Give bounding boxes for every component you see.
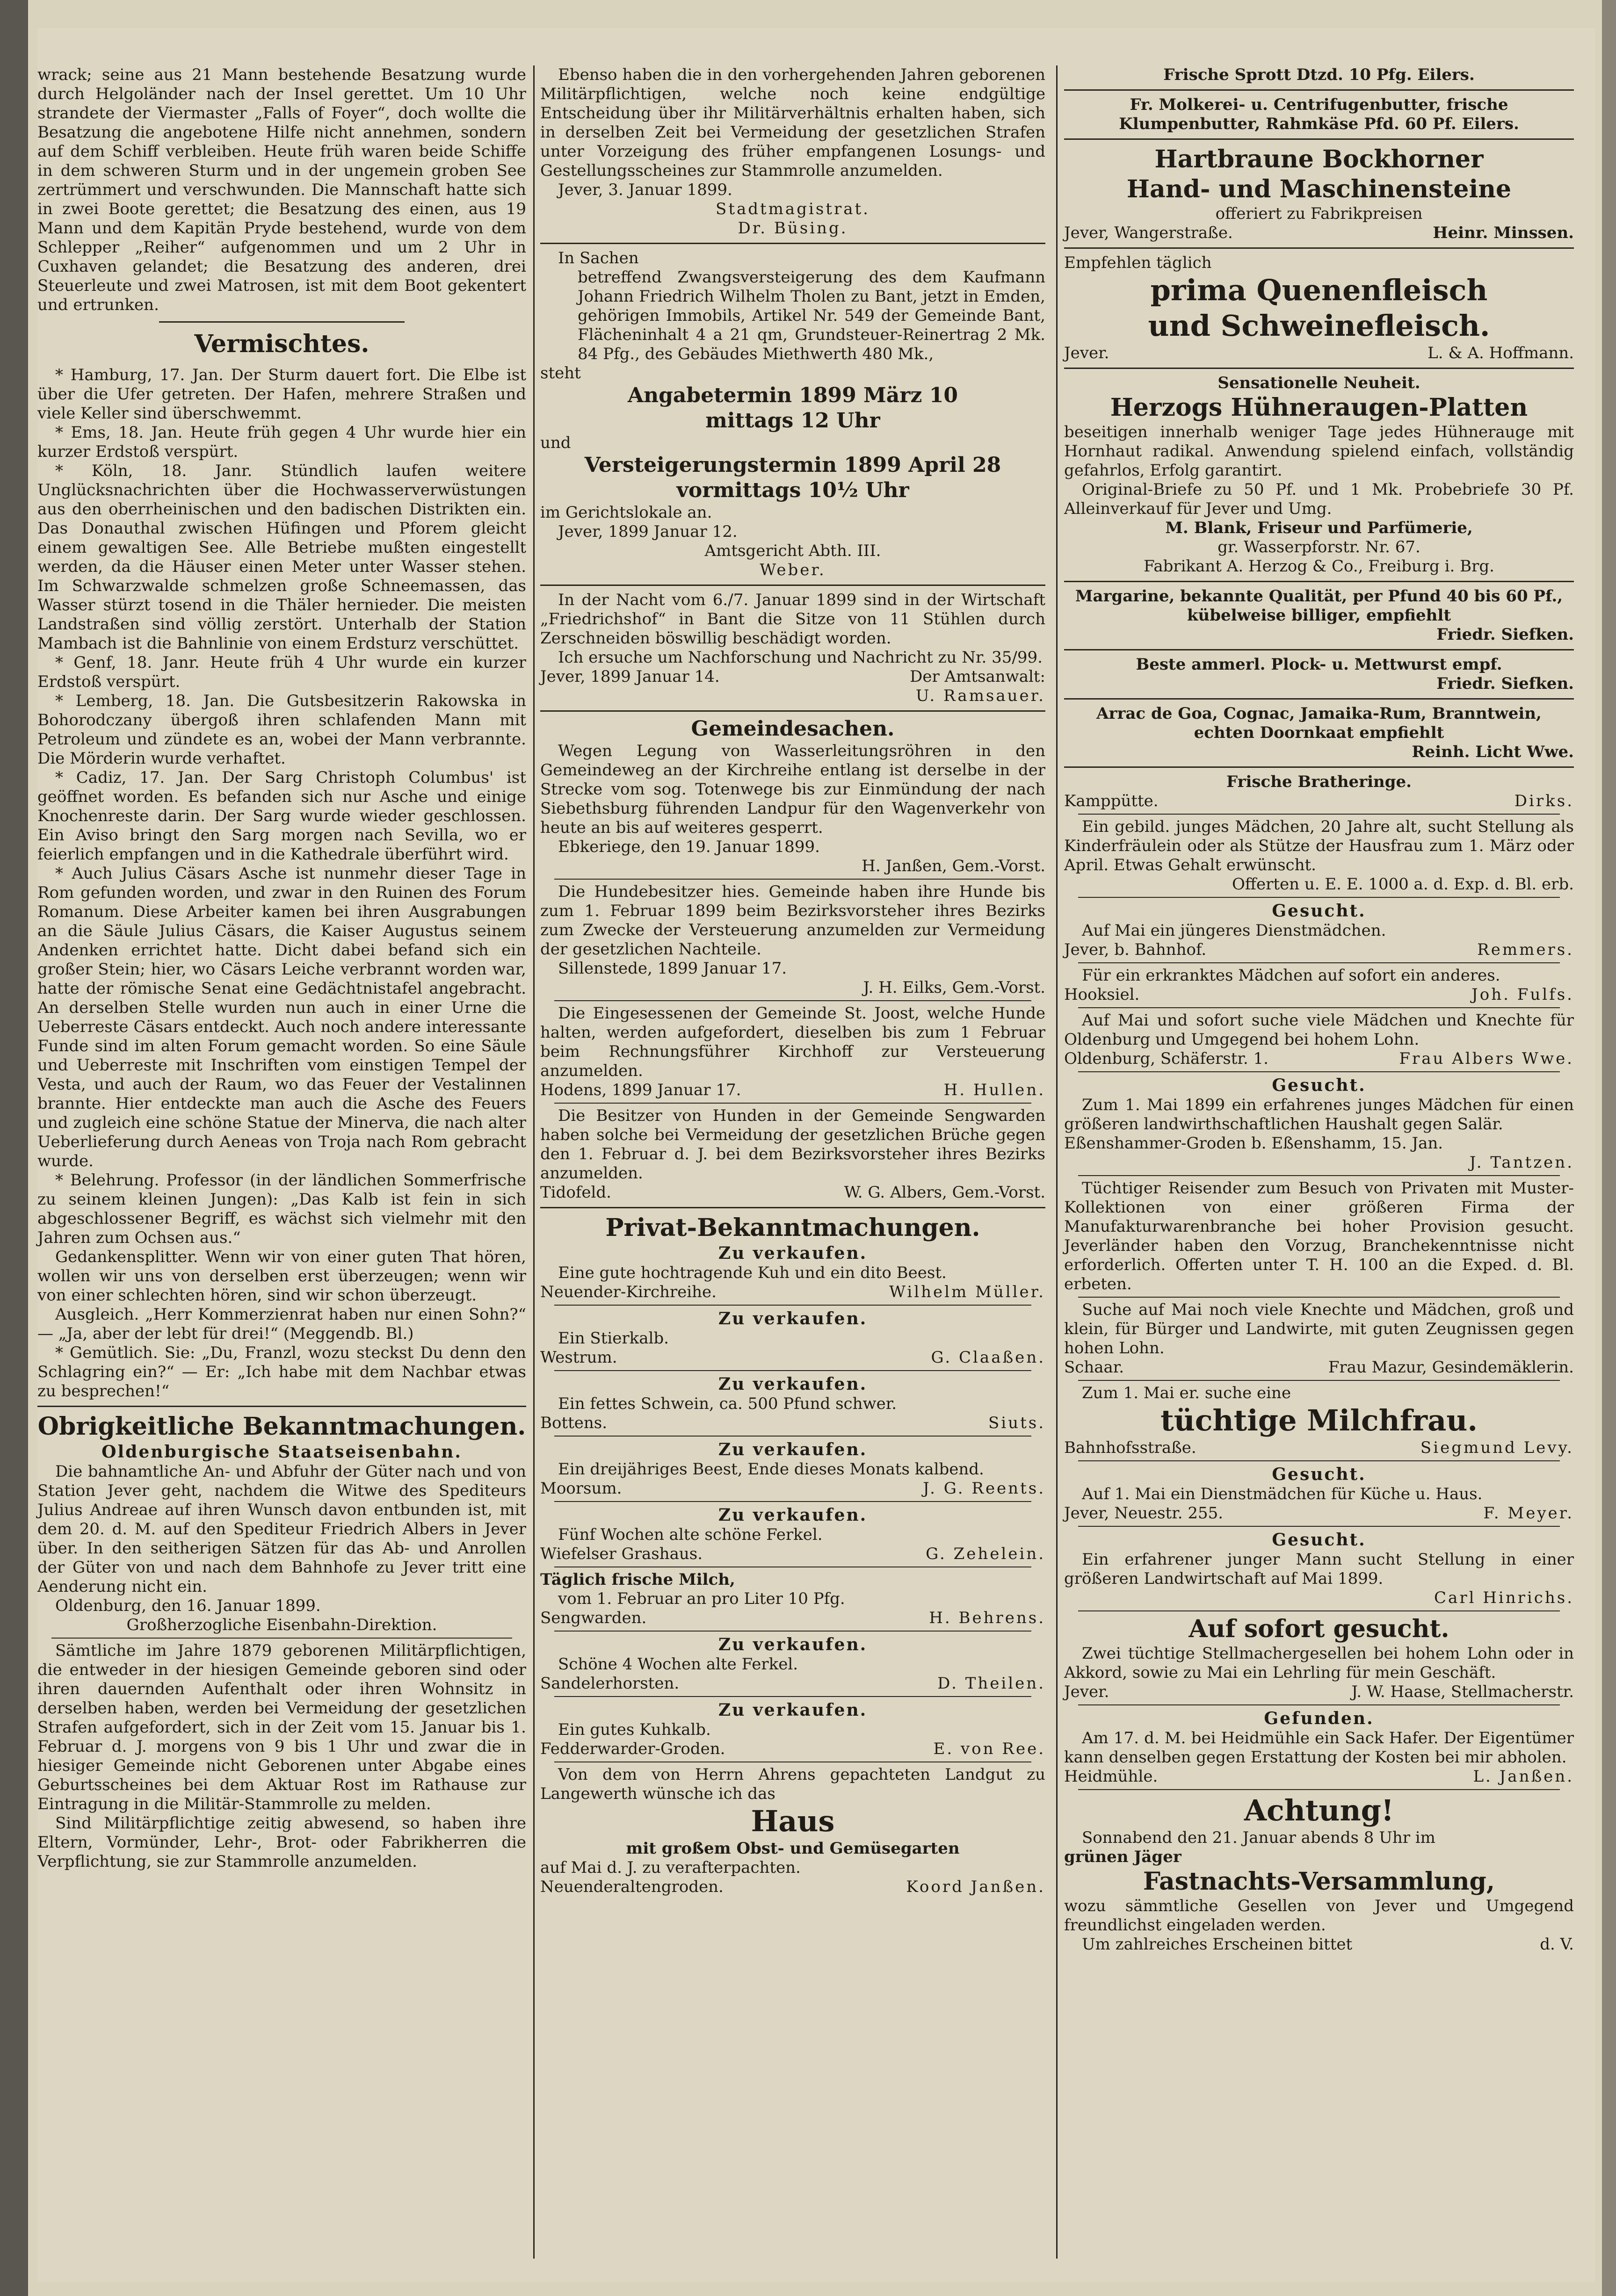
notice-text: In der Nacht vom 6./7. Januar 1899 sind in der Wirtschaft „Friedrichshof“ in Bant die Sitze von 11 Stühlen durch Zerschneiden böswillig beschädigt worden. xyxy=(540,591,1045,648)
ad-headline: Hand- und Maschinensteine xyxy=(1126,175,1512,203)
notice-text: Sämtliche im Jahre 1879 geborenen Militärpflichtigen, die entweder in der hiesigen Gemeinde geboren sind oder ihren dauernden Aufenthalt oder ihren Wohnsitz in derselben haben, werden bei Vermeidung der gesetzlichen Strafen aufgefordert, sich in der Zeit vom 15. Januar bis 1. Februar d. J. morgens von 9 bis 1 Uhr und zwar die in hiesiger Gemeinde nicht Geborenen unter Abgabe eines Geburtsscheines bei dem Aktuar Rost im Rathause zur Eintragung in die Militär-Stammrolle zu melden. xyxy=(37,1641,526,1813)
notice-date: Jever, 1899 Januar 12. xyxy=(558,522,738,541)
notice-text: betreffend Zwangsversteigerung des dem Kaufmann Johann Friedrich Wilhelm Tholen zu Bant, jetzt in Emden, gehörigen Immobils, Artikel Nr. 549 der Gemeinde Bant, Flächeninhalt 4 a 21 qm, Grundsteuer-Reinertrag 2 Mk. 84 Pfg., des Gebäudes Miethwerth 480 Mk., xyxy=(578,268,1045,363)
ad-headline: Achtung! xyxy=(1244,1793,1394,1827)
ad-text: Arrac de Goa, Cognac, Jamaika-Rum, Branntwein, echten Doornkaat empfiehlt xyxy=(1096,704,1542,742)
news-item: * Köln, 18. Janr. Stündlich laufen weitere Unglücksnachrichten über die Hochwasserverwüstungen aus den oberrheinischen und den badischen Distrikten ein. Das Donauthal zwischen Hüfingen und Pforem gleicht einem gewaltigen See. Alle Betriebe mußten eingestellt werden, da die Häuser einen Meter unter Wasser stehen. Im Schwarzwalde schmelzen große Schneemassen, das Wasser stürzt tosend in die Thäler hernieder. Die meisten Landstraßen sind völlig zerstört. Unterhalb der Station Mambach ist die Bahnlinie von einem Erdsturz verschüttet. xyxy=(37,462,526,653)
divider xyxy=(540,243,1045,244)
notice-text: Ich ersuche um Nachforschung und Nachricht zu Nr. 35/99. xyxy=(558,648,1043,667)
news-item: Ausgleich. „Herr Kommerzienrat haben nur einen Sohn?“ — „Ja, aber der lebt für drei!“ (Meggendb. Bl.) xyxy=(37,1305,526,1343)
divider xyxy=(37,1406,526,1407)
ad-footer xyxy=(540,1545,1045,1564)
ad-text: Frische Sprott Dtzd. 10 Pfg. Eilers. xyxy=(1163,65,1475,84)
ad-place: Schaar. xyxy=(1064,1358,1124,1377)
notice-text: steht xyxy=(540,364,581,383)
ad-place: Bottens. xyxy=(540,1414,608,1432)
ad-text: Ein fettes Schwein, ca. 500 Pfund schwer. xyxy=(558,1394,897,1413)
ad-headline: Hartbraune Bockhorner xyxy=(1154,145,1484,173)
ad-footer xyxy=(1064,224,1574,243)
ad-name: Siuts. xyxy=(988,1414,1045,1432)
ad-text: Empfehlen täglich xyxy=(1064,253,1212,272)
ad-name: Frau Albers Wwe. xyxy=(1399,1049,1574,1068)
ad-place: Jever, Neuestr. 255. xyxy=(1064,1504,1224,1523)
section-heading: Privat-Bekanntmachungen. xyxy=(605,1213,980,1242)
notice-text: Ebenso haben die in den vorhergehenden Jahren geborenen Militärpflichtigen, welche noch keine endgültige Entscheidung über ihr Militärverhältnis erhalten haben, sich in derselben Zeit bei Vermeidung der gesetzlichen Strafen unter Vorzeigung des früher empfangenen Losungs- und Gestellungsscheines zur Stammrolle anzumelden. xyxy=(540,65,1045,180)
ad-heading: Gesucht. xyxy=(1272,1465,1366,1484)
ad-headline: prima Quenenfleisch xyxy=(1150,273,1488,307)
ad-heading: Zu verkaufen. xyxy=(718,1374,868,1394)
divider xyxy=(554,1000,1031,1001)
column-left xyxy=(37,65,526,1871)
ad-text: Original-Briefe zu 50 Pf. und 1 Mk. Probebriefe 30 Pf. Alleinverkauf für Jever und Umg. xyxy=(1064,480,1574,518)
ad-text: Zum 1. Mai er. suche eine xyxy=(1082,1384,1291,1402)
divider xyxy=(1078,1007,1560,1008)
ad-text: Schöne 4 Wochen alte Ferkel. xyxy=(558,1655,798,1674)
ad-name: Heinr. Minssen. xyxy=(1433,224,1574,242)
ad-place: Jever. xyxy=(1064,344,1109,362)
ad-name: d. V. xyxy=(1540,1935,1574,1954)
notice-text: Sind Militärpflichtige zeitig abwesend, so haben ihre Eltern, Vormünder, Lehr-, Brot- oder Fabrikherren die Verpflichtung, sie zur Stammrolle anzumelden. xyxy=(37,1814,526,1871)
ad-name: G. Zehelein. xyxy=(926,1545,1045,1563)
ad-name: D. Theilen. xyxy=(937,1674,1045,1693)
ad-heading: Zu verkaufen. xyxy=(718,1440,868,1459)
divider xyxy=(540,585,1045,586)
ad-footer xyxy=(540,1877,1045,1897)
ad-text: auf Mai d. J. zu verafterpachten. xyxy=(540,1858,801,1877)
divider xyxy=(1078,897,1560,898)
scan-border-left xyxy=(0,0,28,2296)
notice-signature: Weber. xyxy=(760,561,826,579)
ad-text: beseitigen innerhalb weniger Tage jedes Hühnerauge mit Hornhaut radikal. Anwendung spielend einfach, vollständig gefahrlos, Erfolg garantirt. xyxy=(1064,423,1574,480)
divider xyxy=(554,1631,1031,1632)
section-heading: Vermischtes. xyxy=(194,330,370,358)
divider xyxy=(1078,1297,1560,1298)
notice-signature: Stadtmagistrat. xyxy=(716,200,870,218)
news-item: * Cadiz, 17. Jan. Der Sarg Christoph Columbus' ist geöffnet worden. Es befanden sich nur Asche und einige Knochenreste darin. Der Sarg wurde wieder geschlossen. Ein Aviso bringt den Sarg morgen nach Sevilla, wo er feierlich empfangen und in die Kathedrale überführt wird. xyxy=(37,768,526,864)
ad-text: Margarine, bekannte Qualität, per Pfund 40 bis 60 Pf., kübelweise billiger, empfiehlt xyxy=(1075,587,1563,625)
notice-signature: H. Janßen, Gem.-Vorst. xyxy=(862,857,1045,875)
divider xyxy=(51,1638,512,1639)
ad-name: E. von Ree. xyxy=(933,1740,1045,1758)
ad-name: Siegmund Levy. xyxy=(1420,1438,1574,1457)
ad-footer xyxy=(1064,1358,1574,1377)
divider xyxy=(1078,1789,1560,1790)
notice-date: Tidofeld. xyxy=(540,1183,611,1202)
notice-signature: Der Amtsanwalt: xyxy=(910,667,1045,686)
ad-name: Fabrikant A. Herzog & Co., Freiburg i. Brg. xyxy=(1144,557,1494,576)
ad-place: Kamppütte. xyxy=(1064,792,1159,810)
ad-heading: Gesucht. xyxy=(1272,1530,1366,1550)
ad-place: Wiefelser Grashaus. xyxy=(540,1545,703,1563)
ad-subheading: mit großem Obst- und Gemüsegarten xyxy=(626,1839,960,1858)
news-item: Gedankensplitter. Wenn wir von einer guten That hören, wollen wir uns von derselben erst überzeugen; wenn wir von einer schlechten hören, sind wir schon überzeugt. xyxy=(37,1248,526,1305)
ad-text: Auf Mai und sofort suche viele Mädchen und Knechte für Oldenburg und Umgegend bei hohem Lohn. xyxy=(1064,1011,1574,1049)
scan-border-right xyxy=(1602,0,1616,2296)
ad-heading: Sensationelle Neuheit. xyxy=(1217,374,1420,392)
notice-date: Jever, 1899 Januar 14. xyxy=(540,667,720,686)
ad-place: Jever, b. Bahnhof. xyxy=(1064,940,1207,959)
ad-text: offeriert zu Fabrikpreisen xyxy=(1215,204,1423,223)
notice-signature: U. Ramsauer. xyxy=(915,686,1045,705)
notice-highlight: mittags 12 Uhr xyxy=(705,409,880,433)
ad-place: Heidmühle. xyxy=(1064,1767,1158,1786)
ad-place: Oldenburg, Schäferstr. 1. xyxy=(1064,1049,1268,1068)
ad-name: Koord Janßen. xyxy=(906,1877,1045,1896)
ad-heading: Zu verkaufen. xyxy=(718,1309,868,1329)
notice-signature: H. Hullen. xyxy=(943,1081,1045,1099)
ad-text: Fünf Wochen alte schöne Ferkel. xyxy=(558,1525,823,1544)
notice-highlight: Angabetermin 1899 März 10 xyxy=(628,383,958,407)
ad-footer xyxy=(540,1283,1045,1302)
ad-heading: Zu verkaufen. xyxy=(718,1700,868,1720)
ad-footer xyxy=(1064,1935,1574,1954)
notice-date: Sillenstede, 1899 Januar 17. xyxy=(558,959,787,978)
ad-text: Auf 1. Mai ein Dienstmädchen für Küche u. Haus. xyxy=(1082,1485,1483,1503)
ad-name: Carl Hinrichs. xyxy=(1434,1588,1574,1607)
notice-footer xyxy=(540,1081,1045,1100)
ad-name: J. G. Reents. xyxy=(923,1479,1045,1498)
ad-name: Dirks. xyxy=(1514,792,1574,810)
article-text: wrack; seine aus 21 Mann bestehende Besatzung wurde durch Helgoländer nach der Insel gerettet. Um 10 Uhr strandete der Viermaster „Falls of Foyer“, doch wollte die Besatzung die angebotene Hilfe nicht annehmen, sondern auf dem Schiff verbleiben. Heute früh waren beide Schiffe in dem schweren Sturm und in der ungemein groben See zertrümmert und verschwunden. Die Mannschaft hatte sich in zwei Boote gerettet; die Besatzung des einen, aus 19 Mann und dem Kapitän Pryde bestehend, wurde von dem Schlepper „Reiher“ aufgenommen und um 2 Uhr in Cuxhaven gelandet; die Besatzung des anderen, drei Steuerleute und zwei Matrosen, ist mit dem Boot gekentert und ertrunken. xyxy=(37,65,526,314)
notice-text: Die Besitzer von Hunden in der Gemeinde Sengwarden haben solche bei Vermeidung der gesetzlichen Brüche gegen den 1. Februar d. J. bei dem Bezirksvorsteher ihres Bezirks anzumelden. xyxy=(540,1106,1045,1183)
notice-highlight: vormittags 10½ Uhr xyxy=(676,478,909,502)
ad-footer xyxy=(1064,1682,1574,1702)
news-item: * Auch Julius Cäsars Asche ist nunmehr dieser Tage in Rom gefunden worden, und zwar in den Ruinen des Forum Romanum. Diese Arbeiter kamen bei ihren Ausgrabungen an die Säule Julius Cäsars, die Kaiser Augustus seinem Andenken errichtet hatte. Dicht dabei befand sich ein großer Stein; hier, wo Cäsars Leiche verbrannt worden war, hatte der römische Senat eine Gedächtnistafel angebracht. An derselben Stelle wurden nun auch in einer Urne die Ueberreste Cäsars entdeckt. Auch noch andere interessante Funde sind im alten Forum gemacht worden. So eine Säule und Ueberreste mit Inschriften vom einstigen Tempel der Vesta, und auch der Raum, wo das Feuer der Vestalinnen brannte. Hier entdeckte man auch die Asche des Feuers und zugleich eine schöne Statue der Minerva, die nach alter Ueberlieferung durch Aeneas von Troja nach Rom gebracht wurde. xyxy=(37,864,526,1170)
ad-footer xyxy=(1064,1767,1574,1786)
ad-heading: Gefunden. xyxy=(1264,1709,1374,1728)
divider xyxy=(1078,962,1560,963)
section-heading: Gemeindesachen. xyxy=(691,717,895,741)
ad-text: grünen Jäger xyxy=(1064,1848,1181,1866)
notice-text: In Sachen xyxy=(558,249,639,267)
ad-name: Reinh. Licht Wwe. xyxy=(1412,743,1574,761)
divider xyxy=(1078,814,1560,815)
ad-heading: Frische Bratheringe. xyxy=(1226,773,1412,791)
ad-headline: tüchtige Milchfrau. xyxy=(1160,1403,1478,1437)
ad-heading: Zu verkaufen. xyxy=(718,1243,868,1263)
section-heading: Obrigkeitliche Bekanntmachungen. xyxy=(37,1412,526,1441)
news-item: * Genf, 18. Janr. Heute früh 4 Uhr wurde ein kurzer Erdstoß verspürt. xyxy=(37,653,526,691)
ad-heading: Zu verkaufen. xyxy=(718,1635,868,1654)
divider xyxy=(554,1501,1031,1502)
divider xyxy=(1078,1175,1560,1176)
ad-footer xyxy=(540,1348,1045,1367)
news-item: * Belehrung. Professor (in der ländlichen Sommerfrische zu seinem kleinen Jungen): „Das Kalb ist fein in sich abgeschlossener Begriff, es wächst sich vielmehr mit den Jahren zum Ochsen aus.“ xyxy=(37,1171,526,1247)
news-item: * Hamburg, 17. Jan. Der Sturm dauert fort. Die Elbe ist über die Ufer getreten. Der Hafen, mehrere Straßen und viele Keller sind überschwemmt. xyxy=(37,366,526,423)
ad-heading: Gesucht. xyxy=(1272,901,1366,921)
notice-text: im Gerichtslokale an. xyxy=(540,503,712,522)
ad-place: Eßenshammer-Groden b. Eßenshamm, 15. Jan. xyxy=(1064,1134,1443,1153)
notice-signature: W. G. Albers, Gem.-Vorst. xyxy=(844,1183,1045,1202)
ad-name: G. Claaßen. xyxy=(931,1348,1045,1367)
ad-footer xyxy=(540,1609,1045,1628)
ad-footer xyxy=(540,1674,1045,1693)
notice-highlight: Versteigerungstermin 1899 April 28 xyxy=(584,453,1001,477)
ad-name: Frau Mazur, Gesindemäklerin. xyxy=(1328,1358,1574,1377)
divider xyxy=(540,1207,1045,1208)
ad-place: Sandelerhorsten. xyxy=(540,1674,680,1693)
ad-place: Neuender-Kirchreihe. xyxy=(540,1283,717,1301)
news-item: * Gemütlich. Sie: „Du, Franzl, wozu steckst Du denn den Schlagring ein?“ — Er: „Ich habe mit dem Nachbar etwas zu besprechen!“ xyxy=(37,1343,526,1401)
ad-text: Ein erfahrener junger Mann sucht Stellung in einer größeren Landwirtschaft auf Mai 1899. xyxy=(1064,1550,1574,1588)
divider xyxy=(1064,89,1574,91)
ad-text: Am 17. d. M. bei Heidmühle ein Sack Hafer. Der Eigentümer kann denselben gegen Erstattung der Kosten bei mir abholen. xyxy=(1064,1729,1574,1767)
column-divider xyxy=(533,65,535,2259)
ad-headline: und Schweinefleisch. xyxy=(1148,309,1490,343)
divider xyxy=(1064,766,1574,768)
ad-name: Friedr. Siefken. xyxy=(1436,625,1574,644)
divider xyxy=(1064,138,1574,140)
notice-footer xyxy=(540,667,1045,686)
ad-name: L. & A. Hoffmann. xyxy=(1428,344,1574,362)
ad-place: Fedderwarder-Groden. xyxy=(540,1740,725,1758)
ad-text: Fr. Molkerei- u. Centrifugenbutter, frische Klumpenbutter, Rahmkäse Pfd. 60 Pf. Eilers. xyxy=(1119,95,1519,133)
column-right xyxy=(1064,65,1574,1954)
notice-date: Jever, 3. Januar 1899. xyxy=(558,181,732,199)
divider xyxy=(159,321,405,323)
ad-text: Für ein erkranktes Mädchen auf sofort ein anderes. xyxy=(1082,966,1500,985)
divider xyxy=(1078,1380,1560,1381)
divider xyxy=(1078,1526,1560,1527)
notice-date: Hodens, 1899 Januar 17. xyxy=(540,1081,741,1099)
divider xyxy=(1078,1460,1560,1461)
divider xyxy=(554,1436,1031,1437)
ad-heading: Gesucht. xyxy=(1272,1076,1366,1095)
ad-footer xyxy=(1064,1504,1574,1523)
notice-date: Oldenburg, den 16. Januar 1899. xyxy=(55,1596,321,1615)
divider xyxy=(540,710,1045,712)
ad-text: Zwei tüchtige Stellmachergesellen bei hohem Lohn oder in Akkord, sowie zu Mai ein Lehrling für mein Geschäft. xyxy=(1064,1644,1574,1682)
ad-name: H. Behrens. xyxy=(929,1609,1045,1627)
ad-name: J. Tantzen. xyxy=(1469,1153,1574,1172)
ad-text: Sonnabend den 21. Januar abends 8 Uhr im xyxy=(1082,1828,1435,1847)
notice-signature: Amtsgericht Abth. III. xyxy=(704,542,881,560)
ad-name: J. W. Haase, Stellmacherstr. xyxy=(1351,1682,1574,1701)
divider xyxy=(1078,1704,1560,1705)
ad-name: M. Blank, Friseur und Parfümerie, xyxy=(1165,519,1473,537)
notice-text: und xyxy=(540,433,571,452)
ad-text: vom 1. Februar an pro Liter 10 Pfg. xyxy=(558,1589,845,1608)
notice-text: Die bahnamtliche An- und Abfuhr der Güter nach und von Station Jever geht, nachdem die Witwe des Spediteurs Julius Andreae auf ihren Wunsch davon entbunden ist, mit dem 20. d. M. auf den Spediteur Friedrich Albers in Jever über. In den seitherigen Sätzen für das Ab- und Anrollen der Güter von und nach dem Bahnhofe zu Jever tritt eine Aenderung nicht ein. xyxy=(37,1462,526,1596)
divider xyxy=(554,1103,1031,1104)
ad-place: Hooksiel. xyxy=(1064,985,1140,1004)
notice-signature: J. H. Eilks, Gem.-Vorst. xyxy=(863,978,1045,997)
divider xyxy=(1078,1071,1560,1072)
ad-name: Friedr. Siefken. xyxy=(1436,674,1574,693)
notice-text: Wegen Legung von Wasserleitungsröhren in den Gemeindeweg an der Kirchreihe entlang ist derselbe in der Strecke vom sog. Totenwege bis zur Einmündung der nach Siebethsburg führenden Landpur für den Wagenverkehr von heute an bis auf weiteres gesperrt. xyxy=(540,742,1045,837)
ad-text: Suche auf Mai noch viele Knechte und Mädchen, groß und klein, für Bürger und Landwirte, mit guten Zeugnissen gegen hohen Lohn. xyxy=(1064,1300,1574,1357)
ad-headline: Auf sofort gesucht. xyxy=(1188,1615,1449,1643)
notice-heading: Oldenburgische Staatseisenbahn. xyxy=(101,1442,462,1462)
ad-text: Beste ammerl. Plock- u. Mettwurst empf. xyxy=(1136,655,1502,674)
ad-headline: Haus xyxy=(751,1804,835,1838)
ad-place: Jever, Wangerstraße. xyxy=(1064,224,1233,242)
ad-text: Ein gebild. junges Mädchen, 20 Jahre alt, sucht Stellung als Kinderfräulein oder als Stütze der Hausfrau zum 1. März oder April. Etwas Gehalt erwünscht. xyxy=(1064,817,1574,874)
divider xyxy=(1064,581,1574,582)
ad-place: gr. Wasserpforstr. Nr. 67. xyxy=(1217,538,1420,556)
notice-text: Die Hundebesitzer hies. Gemeinde haben ihre Hunde bis zum 1. Februar 1899 beim Bezirksvorsteher ihres Bezirks zum Zwecke der Versteuerung anzumelden zur Vermeidung der gesetzlichen Nachteile. xyxy=(540,882,1045,959)
ad-footer xyxy=(1064,792,1574,811)
ad-text: Offerten u. E. E. 1000 a. d. Exp. d. Bl. erb. xyxy=(1232,875,1574,894)
ad-text: Ein dreijähriges Beest, Ende dieses Monats kalbend. xyxy=(558,1460,984,1479)
ad-place: Moorsum. xyxy=(540,1479,622,1498)
notice-signature: Dr. Büsing. xyxy=(738,219,848,238)
ad-place: Sengwarden. xyxy=(540,1609,647,1627)
ad-heading: Täglich frische Milch, xyxy=(540,1570,735,1589)
column-middle xyxy=(540,65,1045,1897)
ad-name: F. Meyer. xyxy=(1483,1504,1574,1523)
ad-footer xyxy=(1064,940,1574,960)
ad-text: Um zahlreiches Erscheinen bittet xyxy=(1082,1935,1353,1954)
divider xyxy=(554,1370,1031,1371)
ad-footer xyxy=(540,1414,1045,1433)
ad-text: Auf Mai ein jüngeres Dienstmädchen. xyxy=(1082,921,1386,940)
ad-footer xyxy=(540,1740,1045,1759)
column-divider xyxy=(1056,65,1058,2259)
news-item: * Lemberg, 18. Jan. Die Gutsbesitzerin Rakowska in Bohorodczany übergoß ihren schlafenden Mann mit Petroleum und zündete es an, wobei der Mann verbrannte. Die Mörderin wurde verhaftet. xyxy=(37,692,526,768)
ad-text: wozu sämmtliche Gesellen von Jever und Umgegend freundlichst eingeladen werden. xyxy=(1064,1897,1574,1935)
ad-place: Neuenderaltengroden. xyxy=(540,1877,724,1896)
newspaper-page xyxy=(37,28,1595,2282)
ad-headline: Herzogs Hühneraugen-Platten xyxy=(1110,393,1528,422)
ad-text: Eine gute hochtragende Kuh und ein dito Beest. xyxy=(558,1264,947,1282)
notice-text: Die Eingesessenen der Gemeinde St. Joost, welche Hunde halten, werden aufgefordert, dieselben bis zum 1 Februar beim Rechnungsführer Kirchhoff zur Versteuerung anzumelden. xyxy=(540,1004,1045,1080)
notice-date: Ebkeriege, den 19. Januar 1899. xyxy=(558,838,820,856)
ad-heading: Zu verkaufen. xyxy=(718,1505,868,1525)
divider xyxy=(1064,698,1574,700)
ad-headline: Fastnachts-Versammlung, xyxy=(1143,1867,1495,1896)
divider xyxy=(1078,1610,1560,1611)
ad-text: Tüchtiger Reisender zum Besuch von Privaten mit Muster-Kollektionen von einer größeren Firma der Manufakturwarenbranche bei hoher Provision gesucht. Jeverländer haben den Vorzug, Branchekenntnisse nicht erforderlich. Offerten unter T. H. 100 an die Exped. d. Bl. erbeten. xyxy=(1064,1179,1574,1293)
divider xyxy=(554,879,1031,880)
divider xyxy=(1064,368,1574,369)
divider xyxy=(1064,247,1574,249)
divider xyxy=(1064,649,1574,650)
divider xyxy=(554,1305,1031,1306)
news-item: * Ems, 18. Jan. Heute früh gegen 4 Uhr wurde hier ein kurzer Erdstoß verspürt. xyxy=(37,423,526,461)
divider xyxy=(554,1696,1031,1697)
ad-place: Bahnhofsstraße. xyxy=(1064,1438,1196,1457)
ad-name: Wilhelm Müller. xyxy=(889,1283,1045,1301)
ad-footer xyxy=(1064,344,1574,363)
ad-footer xyxy=(1064,985,1574,1004)
ad-name: Remmers. xyxy=(1477,940,1574,959)
ad-name: Joh. Fulfs. xyxy=(1471,985,1574,1004)
ad-footer xyxy=(540,1479,1045,1498)
notice-footer xyxy=(540,1183,1045,1202)
ad-place: Westrum. xyxy=(540,1348,617,1367)
ad-text: Von dem von Herrn Ahrens gepachteten Landgut zu Langewerth wünsche ich das xyxy=(540,1765,1045,1803)
ad-text: Ein gutes Kuhkalb. xyxy=(558,1720,711,1739)
ad-name: L. Janßen. xyxy=(1473,1767,1574,1786)
ad-place: Jever. xyxy=(1064,1682,1109,1701)
ad-text: Zum 1. Mai 1899 ein erfahrenes junges Mädchen für einen größeren landwirthschaftlichen Haushalt gegen Salär. xyxy=(1064,1096,1574,1134)
notice-signature: Großherzogliche Eisenbahn-Direktion. xyxy=(126,1616,437,1634)
ad-footer xyxy=(1064,1049,1574,1069)
ad-footer xyxy=(1064,1438,1574,1458)
ad-text: Ein Stierkalb. xyxy=(558,1329,669,1348)
